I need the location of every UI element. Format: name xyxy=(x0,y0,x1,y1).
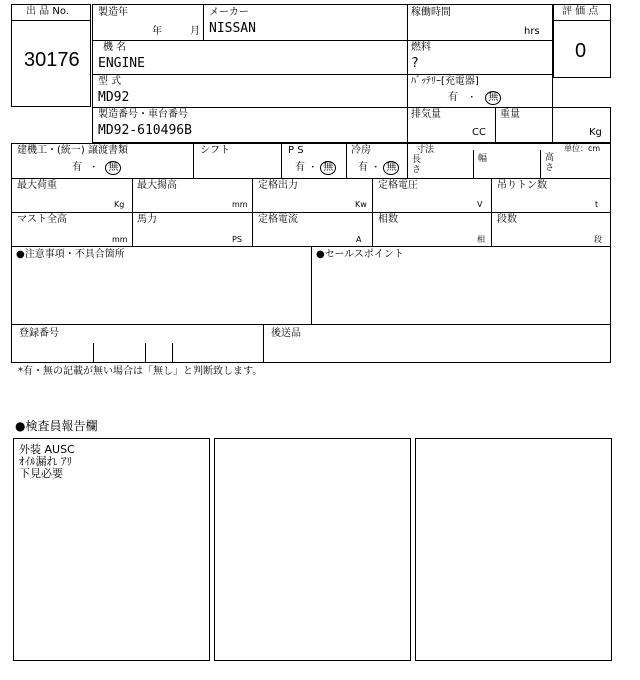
type-value: MD92 xyxy=(98,90,130,105)
cooler-no-circled: 無 xyxy=(383,161,399,175)
inspector-title: ●検査員報告欄 xyxy=(15,419,98,433)
divA2 xyxy=(281,143,282,178)
divA5 xyxy=(473,150,474,178)
reg-tick1 xyxy=(93,343,94,363)
row2-bottom xyxy=(92,74,553,75)
shipping-label: 後送品 xyxy=(271,328,301,339)
steps-label: 段数 xyxy=(497,214,517,225)
reg-tick3 xyxy=(172,343,173,363)
transfer-yes: 有 xyxy=(72,162,82,173)
phase-label: 相数 xyxy=(378,214,398,225)
weight-label: 重量 xyxy=(500,109,520,120)
divider-year-maker xyxy=(203,4,204,40)
ps-no-circled: 無 xyxy=(320,161,336,175)
max-load-label: 最大荷重 xyxy=(17,180,57,191)
divA6 xyxy=(540,150,541,178)
transfer-no-circled: 無 xyxy=(105,161,121,175)
caution-label: ●注意事項・不具合箇所 xyxy=(16,249,125,260)
hp-label: 馬力 xyxy=(137,214,157,225)
serial-value: MD92-610496B xyxy=(98,123,192,138)
inspector-note-line: ｵｲﾙ漏れ ｱﾘ xyxy=(19,455,72,468)
ps-sep: ・ xyxy=(308,163,318,173)
unit-note: 単位：cm xyxy=(564,144,601,153)
lot-number: 30176 xyxy=(24,49,80,71)
transfer-docs-label: 建機工・(統一) 譲渡書類 xyxy=(17,145,128,156)
row1-bottom xyxy=(92,40,553,41)
fuel-label: 燃料 xyxy=(411,42,431,53)
specs-grid xyxy=(11,143,611,247)
model-label: 機 名 xyxy=(103,42,127,53)
hoist-label: 吊りトン数 xyxy=(497,180,547,191)
divA4 xyxy=(407,143,408,178)
maker-label: メーカー xyxy=(209,7,249,18)
battery-label: ﾊﾞｯﾃﾘｰ[充電器] xyxy=(411,76,479,87)
year-label: 製造年 xyxy=(98,7,128,18)
month-suffix: 月 xyxy=(190,26,200,37)
transfer-docs-options xyxy=(72,161,121,175)
hoist-unit: t xyxy=(595,200,599,209)
shift-label: シフト xyxy=(200,145,230,156)
divA3 xyxy=(346,143,347,178)
weight-unit: Kg xyxy=(589,127,602,138)
width-label: 幅 xyxy=(478,154,488,164)
grade-divider xyxy=(553,20,611,21)
serial-label: 製造番号・車台番号 xyxy=(98,109,188,120)
footer-divider xyxy=(263,324,264,363)
rowA-bottom xyxy=(11,178,611,179)
registration-label: 登録番号 xyxy=(19,328,59,339)
max-load-unit: Kg xyxy=(114,200,125,209)
model-value: ENGINE xyxy=(98,56,145,71)
divA1 xyxy=(193,143,194,178)
cooler-sep: ・ xyxy=(371,163,381,173)
cooler-label: 冷房 xyxy=(351,145,371,156)
maker-value: NISSAN xyxy=(209,21,256,36)
type-label: 型 式 xyxy=(98,76,122,87)
rated-current-label: 定格電流 xyxy=(258,214,298,225)
rowB-bottom xyxy=(11,212,611,213)
weight-right-cell xyxy=(553,107,611,143)
grade-label: 評 価 点 xyxy=(562,6,599,17)
steps-unit: 段 xyxy=(594,235,602,244)
transfer-sep: ・ xyxy=(89,163,99,173)
ps-label: P S xyxy=(288,145,304,156)
footer-row xyxy=(11,324,611,363)
battery-options xyxy=(448,91,501,105)
inspector-box-3 xyxy=(415,438,612,661)
battery-no-circled: 無 xyxy=(485,91,501,105)
disclaimer-text: *有・無の記載が無い場合は「無し」と判断致します。 xyxy=(18,366,263,377)
row3-bottom xyxy=(92,107,553,108)
displacement-label: 排気量 xyxy=(411,109,441,120)
divider-disp-weight xyxy=(495,107,496,143)
rated-voltage-label: 定格電圧 xyxy=(378,180,418,191)
phase-unit: 相 xyxy=(477,235,485,244)
rated-output-unit: Kw xyxy=(355,200,367,209)
fuel-value: ? xyxy=(411,56,419,71)
cooler-options xyxy=(358,161,399,175)
hours-label: 稼働時間 xyxy=(411,7,451,18)
max-lift-label: 最大揚高 xyxy=(137,180,177,191)
rated-current-unit: A xyxy=(356,235,362,244)
ps-options xyxy=(295,161,336,175)
cooler-yes: 有 xyxy=(358,162,368,173)
rated-output-label: 定格出力 xyxy=(258,180,298,191)
reg-tick2 xyxy=(145,343,146,363)
displacement-unit: CC xyxy=(472,127,486,138)
ps-yes: 有 xyxy=(295,162,305,173)
battery-yes: 有 xyxy=(448,92,458,103)
mast-label: マスト全高 xyxy=(17,214,67,225)
year-suffix: 年 xyxy=(152,26,162,37)
sales-label: ●セールスポイント xyxy=(316,249,404,260)
hours-unit: hrs xyxy=(524,26,540,37)
max-lift-unit: mm xyxy=(232,200,248,209)
lot-label: 出 品 No. xyxy=(26,6,69,17)
inspector-box-2 xyxy=(214,438,411,661)
rated-voltage-unit: V xyxy=(477,200,483,209)
grade-value: 0 xyxy=(575,40,587,62)
mast-unit: mm xyxy=(112,235,128,244)
battery-sep: ・ xyxy=(467,93,477,103)
inspector-note-line: 外装 AUSC xyxy=(19,443,75,456)
inspector-note-line: 下見必要 xyxy=(19,467,63,480)
dimensions-label: 寸法 xyxy=(416,145,435,155)
length-label: 長 さ xyxy=(412,155,422,175)
height-label: 高 さ xyxy=(545,153,555,173)
lot-divider xyxy=(11,20,91,21)
hp-unit: PS xyxy=(232,235,242,244)
inspector-notes xyxy=(19,444,75,480)
